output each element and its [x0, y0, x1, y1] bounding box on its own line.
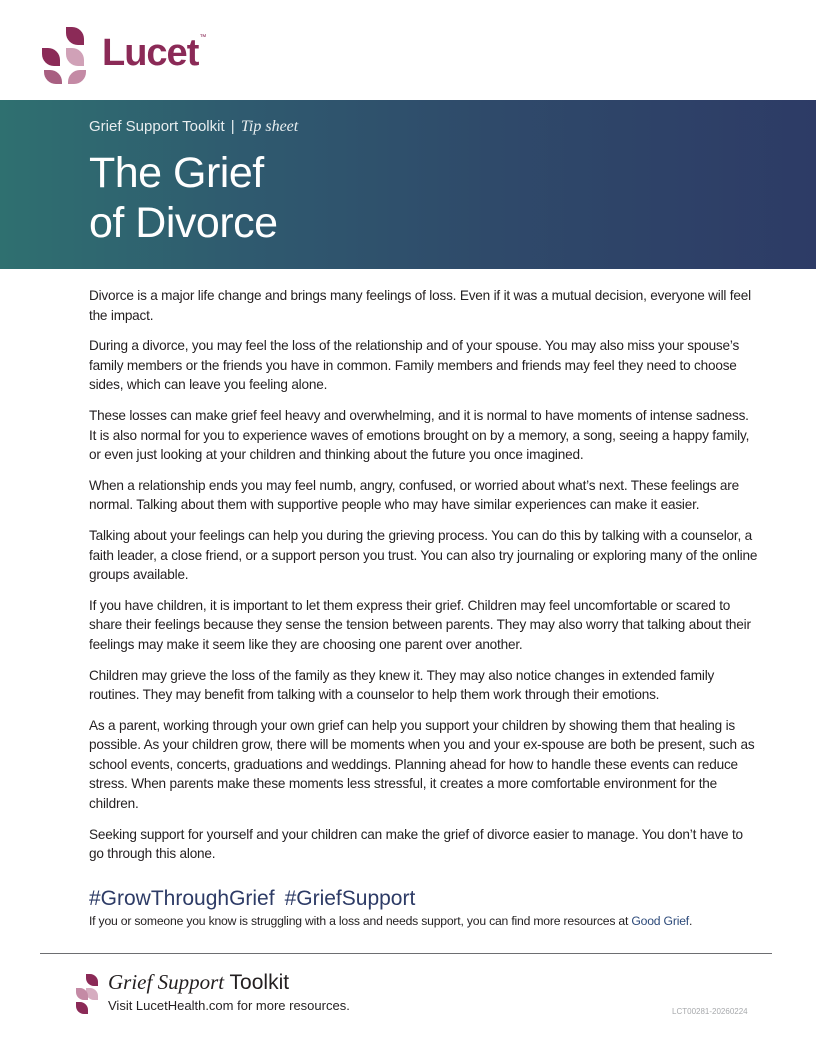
document-code: LCT00281-20260224 — [672, 1007, 748, 1016]
paragraph: Divorce is a major life change and brings many feelings of loss. Even if it was a mutual decision, everyone will feel the impact. — [89, 288, 751, 323]
resource-line — [89, 914, 692, 928]
lucet-flower-small-icon — [76, 972, 98, 1016]
footer-title-rest: Toolkit — [224, 971, 290, 994]
resource-suffix: . — [688, 914, 693, 928]
toolkit-label: Grief Support Toolkit — [89, 118, 225, 135]
paragraph: Seeking support for yourself and your children can make the grief of divorce easier to manage. You don’t have to go through this alone. — [89, 826, 743, 862]
lucet-logo — [40, 24, 206, 86]
title-line-1: The Grief — [89, 149, 264, 197]
paragraph: Children may grieve the loss of the family as they knew it. They may also notice changes in extended family routines. They may benefit from talking with a counselor to help them work through their emotions. — [89, 667, 715, 703]
paragraph: As a parent, working through your own grief can help you support your children by showing them that healing is possible. As your children grow, there will be moments when you and your ex-spouse are both be present, such as school events, concerts, graduations and weddings. Planning ahead for how to handle these events can reduce stress. When parents make these moments less stressful, it creates a more comfortable environment for the children. — [89, 717, 755, 812]
lucet-flower-mark-icon — [40, 24, 90, 86]
footer-title — [108, 970, 289, 995]
doc-type-label: Tip sheet — [240, 118, 299, 135]
paragraph: Talking about your feelings can help you during the grieving process. You can do this by talking with a counselor, a faith leader, a close friend, or a support person you trust. You can also try journaling or exploring many of the online groups available. — [89, 527, 758, 583]
kicker — [89, 118, 298, 136]
title-banner — [0, 100, 816, 269]
body-text — [89, 286, 759, 875]
logo-wordmark: Lucet™ — [102, 32, 206, 74]
paragraph: These losses can make grief feel heavy and overwhelming, and it is normal to have moments of intense sadness. It is also normal for you to experience waves of emotions brought on by a memory, a song, seeing a happy family, or even just looking at your children and thinking about the future you once imagined. — [89, 407, 750, 463]
hashtags — [89, 887, 415, 911]
kicker-separator: | — [230, 118, 235, 135]
good-grief-link[interactable]: Good Grief — [631, 914, 689, 928]
hashtag-grief-support: #GriefSupport — [284, 887, 416, 910]
resource-text: If you or someone you know is struggling with a loss and needs support, you can find more resources at — [89, 914, 632, 928]
paragraph: During a divorce, you may feel the loss of the relationship and of your spouse. You may also miss your spouse’s family members or the friends you have in common. Family members and friends may feel they need to choose sides, which can leave you feeling alone. — [89, 338, 740, 393]
footer-divider — [40, 953, 772, 954]
paragraph: When a relationship ends you may feel numb, angry, confused, or worried about what’s next. These feelings are normal. Talking about them with supportive people who may have similar experiences can make it easier. — [89, 477, 739, 513]
paragraph: If you have children, it is important to let them express their grief. Children may feel uncomfortable or scared to share their feelings because they sense the tension between parents. They may also worry that talking about their feelings may make it seem like they are choosing one parent over another. — [89, 597, 751, 652]
footer-title-italic: Grief Support — [108, 970, 225, 994]
page-title — [89, 148, 278, 248]
title-line-2: of Divorce — [89, 199, 278, 247]
hashtag-grow-through-grief: #GrowThroughGrief — [89, 887, 275, 910]
footer-subtitle: Visit LucetHealth.com for more resources. — [108, 998, 350, 1013]
